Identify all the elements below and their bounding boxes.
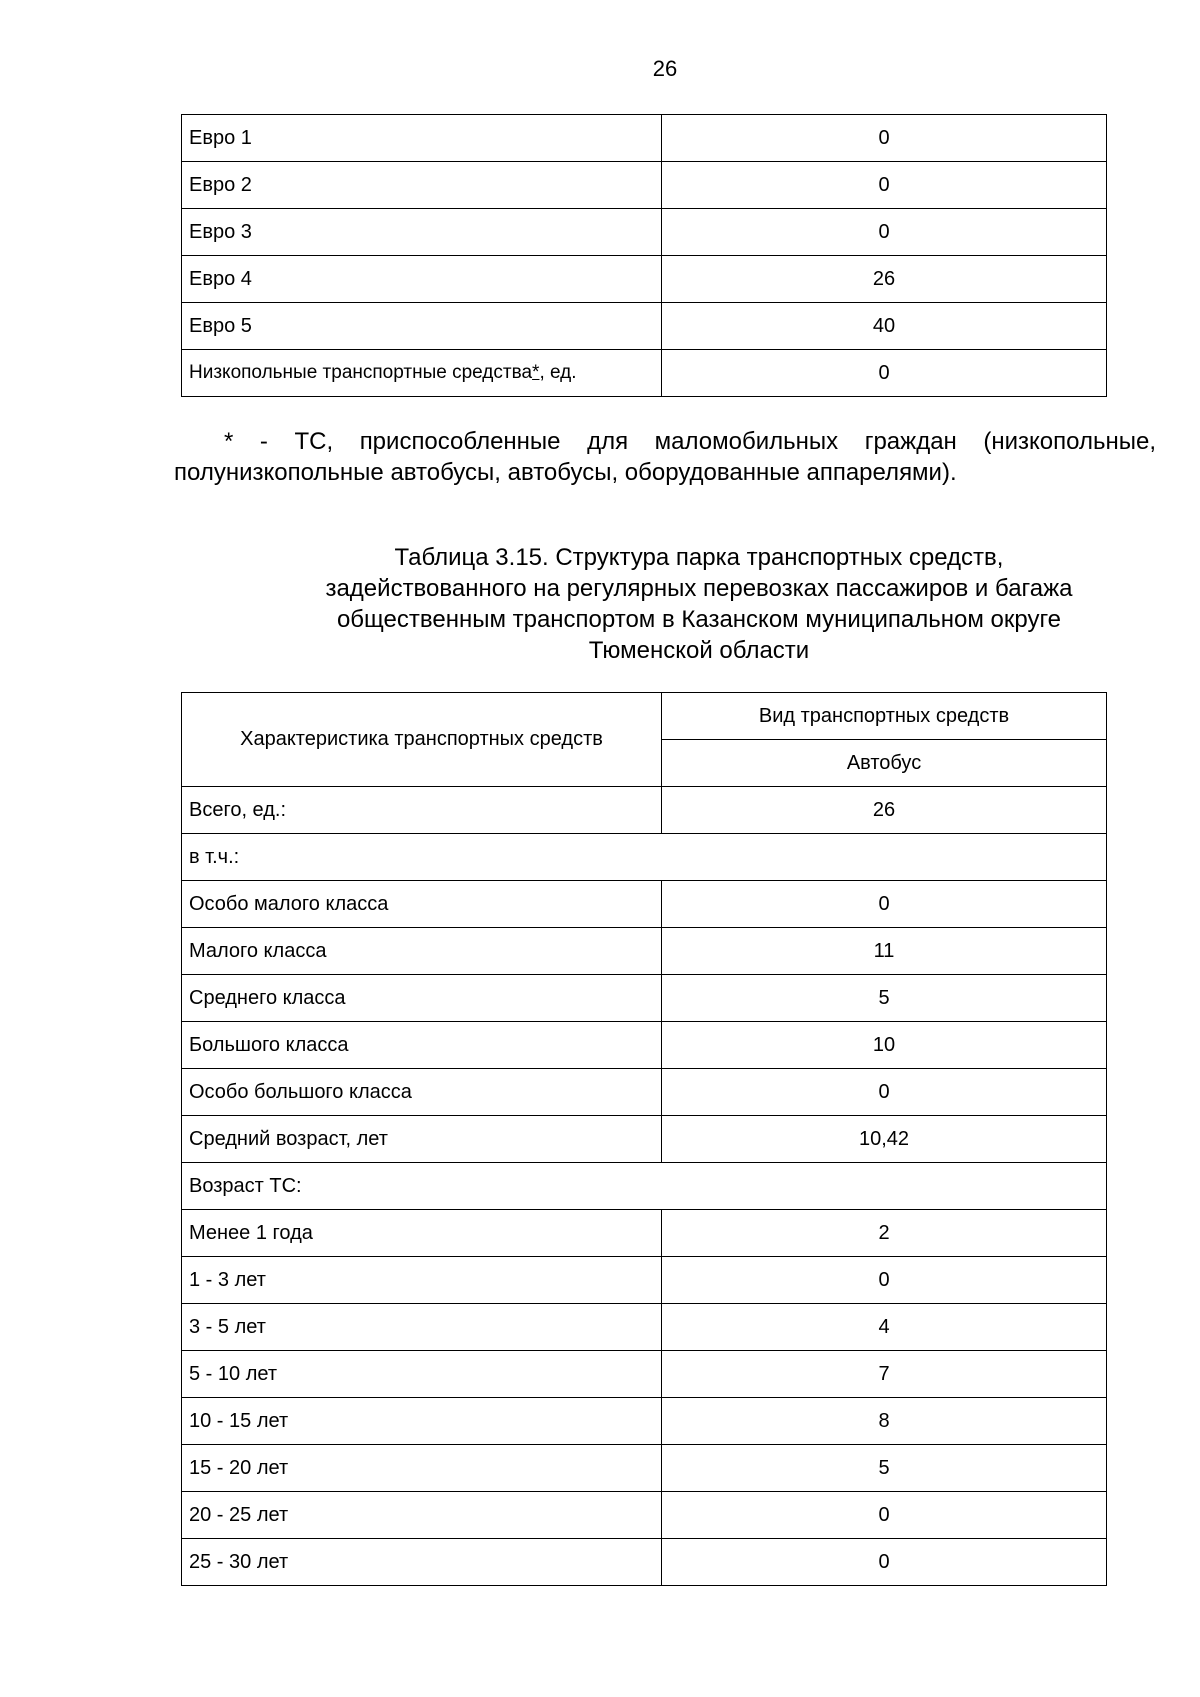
row-value: 2: [662, 1210, 1107, 1257]
table-row-including: [182, 834, 1107, 881]
table-row: [182, 975, 1107, 1022]
row-value: 0: [662, 1069, 1107, 1116]
caption-line: общественным транспортом в Казанском муниципальном округе: [336, 606, 1062, 633]
fleet-structure-table: [181, 692, 1107, 1586]
table-row-lowfloor: [182, 350, 1107, 397]
row-label: Особо малого класса: [182, 881, 662, 928]
table-row-total: [182, 787, 1107, 834]
row-label: Всего, ед.:: [182, 787, 662, 834]
row-value: 10: [662, 1022, 1107, 1069]
caption-line: Таблица 3.15. Структура парка транспортных средств,: [394, 544, 1004, 571]
table-row: [182, 1351, 1107, 1398]
euro-class-table: [181, 114, 1107, 397]
row-value: 40: [662, 303, 1107, 350]
page-number: 26: [652, 56, 678, 81]
row-label: [182, 350, 662, 397]
table-row: [182, 1539, 1107, 1586]
table-header-row: [182, 693, 1107, 740]
row-value: 10,42: [662, 1116, 1107, 1163]
table-row: [182, 928, 1107, 975]
row-value: 0: [662, 350, 1107, 397]
table-row: [182, 162, 1107, 209]
row-label: Среднего класса: [182, 975, 662, 1022]
row-value: 0: [662, 1257, 1107, 1304]
row-label: 3 - 5 лет: [182, 1304, 662, 1351]
row-label: 10 - 15 лет: [182, 1398, 662, 1445]
row-label: 15 - 20 лет: [182, 1445, 662, 1492]
header-bus: Автобус: [662, 740, 1107, 787]
table-caption: [181, 542, 1200, 666]
table-row: [182, 1398, 1107, 1445]
row-label: Особо большого класса: [182, 1069, 662, 1116]
footnote-marker-link[interactable]: *: [532, 362, 540, 383]
table-row: [182, 1210, 1107, 1257]
row-label: 20 - 25 лет: [182, 1492, 662, 1539]
table-row: [182, 1445, 1107, 1492]
row-label: Менее 1 года: [182, 1210, 662, 1257]
table-row: [182, 881, 1107, 928]
row-value: 11: [662, 928, 1107, 975]
row-label: Евро 4: [182, 256, 662, 303]
row-value: 0: [662, 881, 1107, 928]
row-label: 5 - 10 лет: [182, 1351, 662, 1398]
footnote-text: * - ТС, приспособленные для маломобильных граждан (низкопольные, полунизкопольные автобусы, автобусы, оборудованные аппарелями).: [174, 428, 1156, 486]
table-row: [182, 209, 1107, 256]
row-label: Малого класса: [182, 928, 662, 975]
table-row: [182, 1022, 1107, 1069]
row-label: Евро 1: [182, 115, 662, 162]
row-value: 7: [662, 1351, 1107, 1398]
header-characteristic: Характеристика транспортных средств: [182, 693, 662, 787]
caption-line: Тюменской области: [588, 637, 810, 664]
row-value: 8: [662, 1398, 1107, 1445]
row-value: 0: [662, 115, 1107, 162]
row-value: 0: [662, 162, 1107, 209]
row-value: 5: [662, 975, 1107, 1022]
row-label: Евро 3: [182, 209, 662, 256]
table-row: [182, 1304, 1107, 1351]
row-value: 0: [662, 209, 1107, 256]
table-row: [182, 1257, 1107, 1304]
header-vehicle-type: Вид транспортных средств: [662, 693, 1107, 740]
row-value: 26: [662, 256, 1107, 303]
row-label: Евро 2: [182, 162, 662, 209]
row-label: 25 - 30 лет: [182, 1539, 662, 1586]
row-label-age: Возраст ТС:: [182, 1163, 1107, 1210]
row-value: 26: [662, 787, 1107, 834]
table-row: [182, 1069, 1107, 1116]
table-row: [182, 256, 1107, 303]
row-value: 5: [662, 1445, 1107, 1492]
row-label-including: в т.ч.:: [182, 834, 1107, 881]
row-label: Средний возраст, лет: [182, 1116, 662, 1163]
caption-line: задействованного на регулярных перевозках пассажиров и багажа: [325, 575, 1073, 602]
lowfloor-unit: , ед.: [539, 362, 577, 383]
table-row-age-section: [182, 1163, 1107, 1210]
lowfloor-label: Низкопольные транспортные средства: [189, 362, 533, 383]
row-label: 1 - 3 лет: [182, 1257, 662, 1304]
table-row: [182, 1492, 1107, 1539]
row-value: 0: [662, 1492, 1107, 1539]
table-row: [182, 1116, 1107, 1163]
row-value: 4: [662, 1304, 1107, 1351]
row-value: 0: [662, 1539, 1107, 1586]
row-label: Большого класса: [182, 1022, 662, 1069]
row-label: Евро 5: [182, 303, 662, 350]
table-row: [182, 303, 1107, 350]
table-row: [182, 115, 1107, 162]
